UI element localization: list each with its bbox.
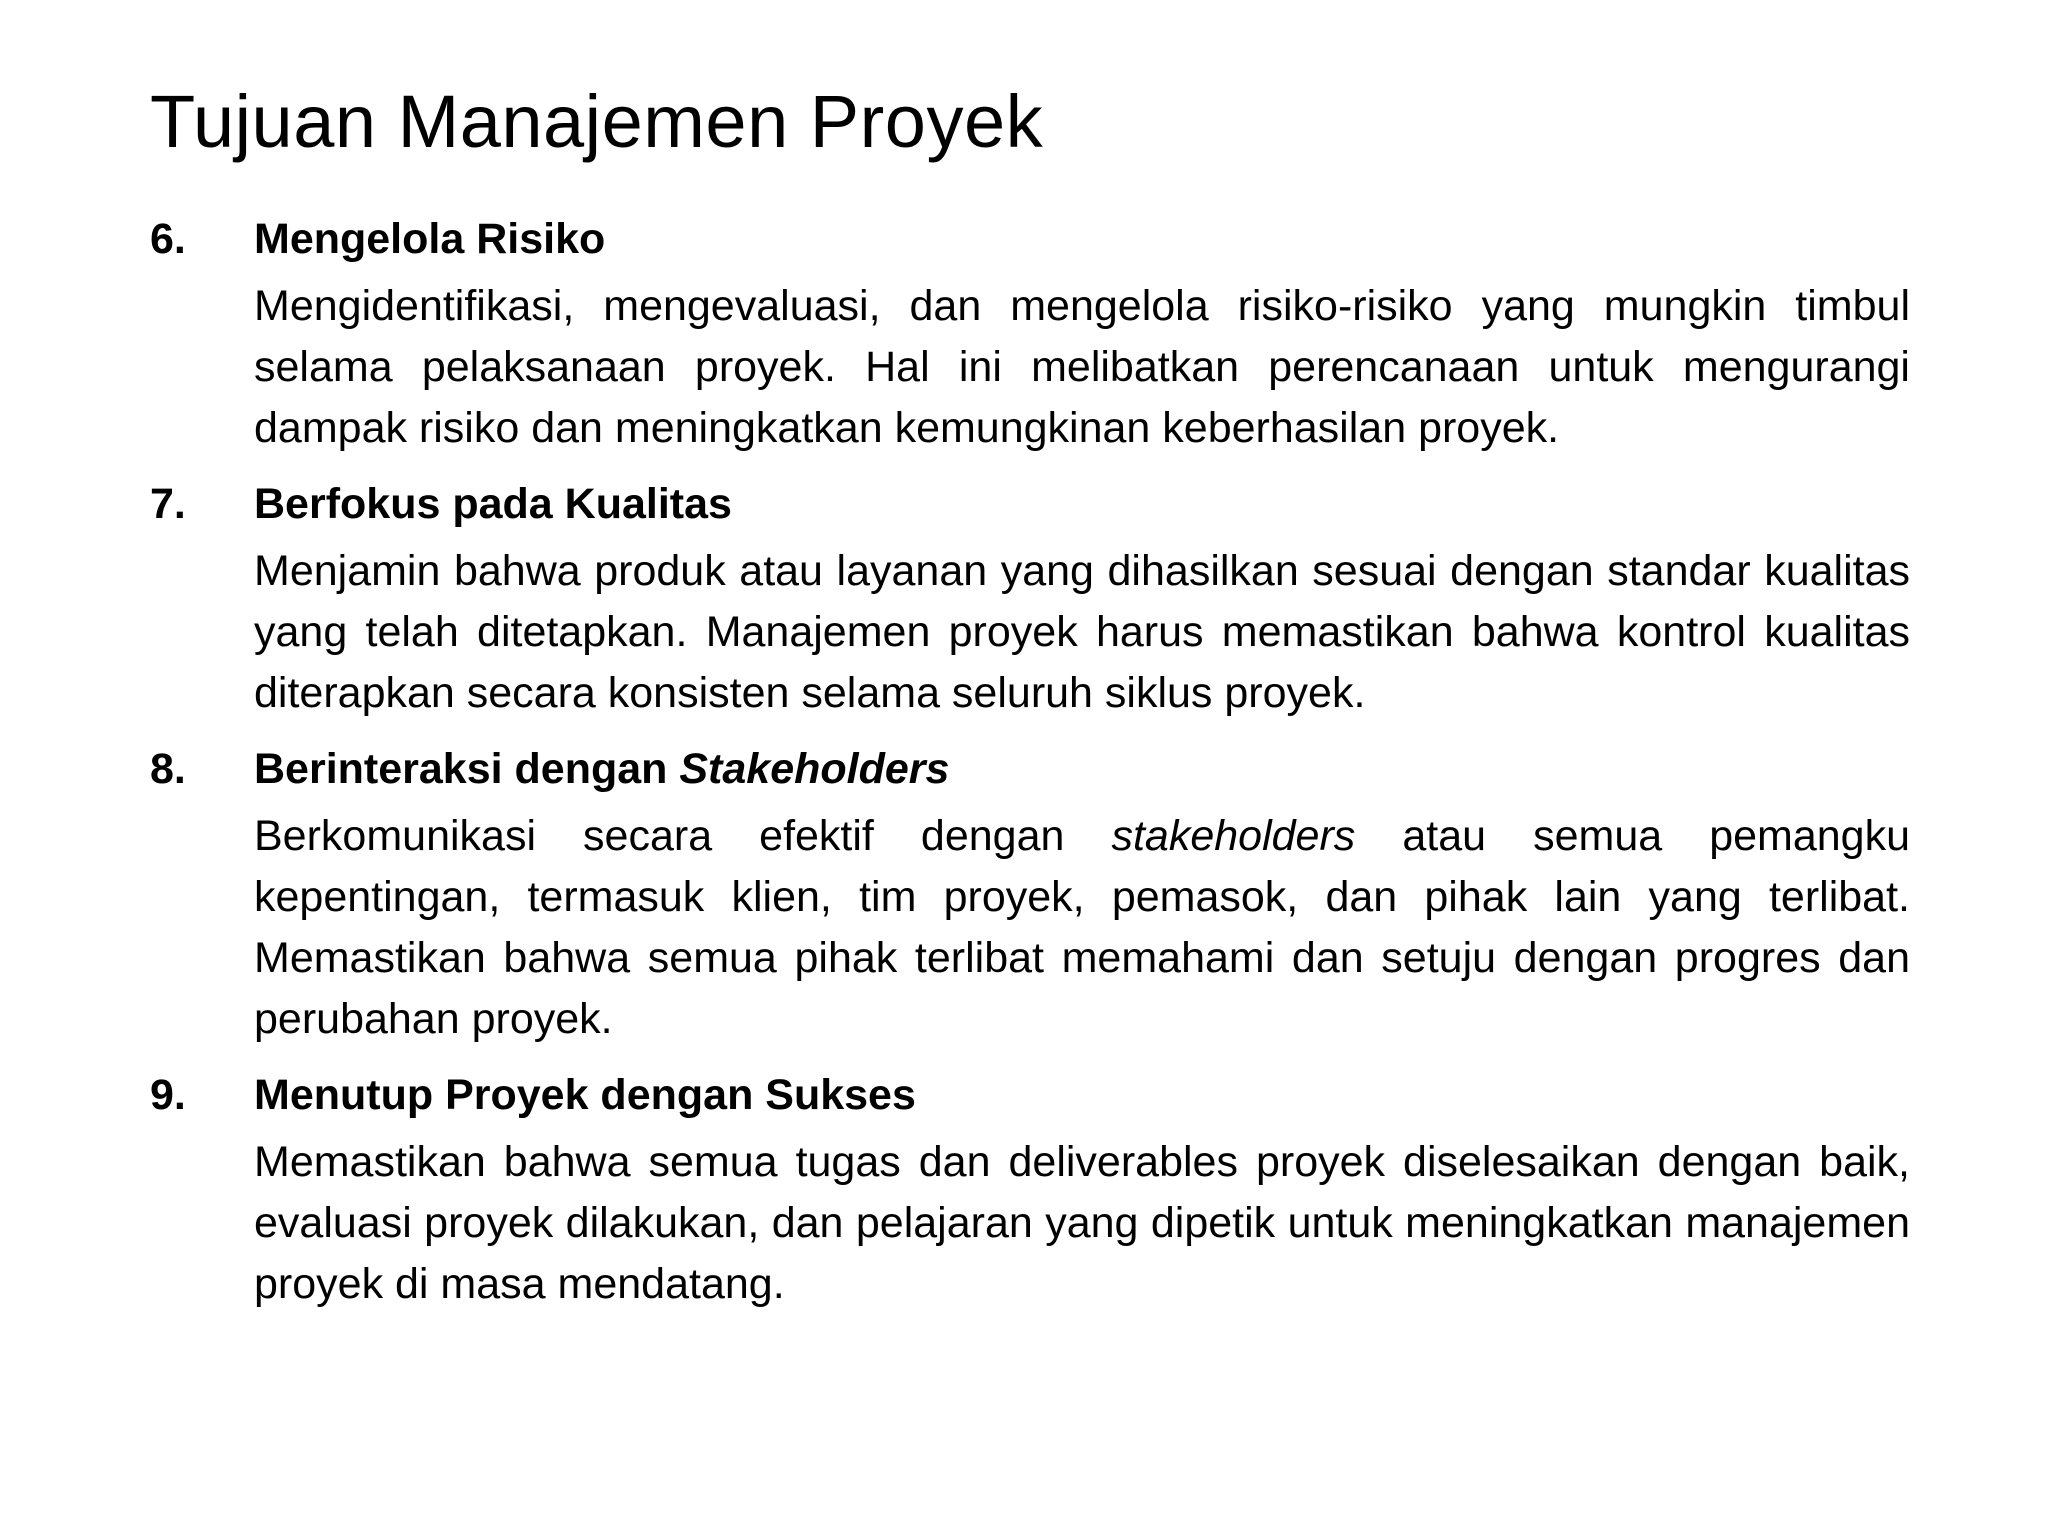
item-title bbox=[254, 734, 949, 804]
item-title: Menutup Proyek dengan Sukses bbox=[254, 1071, 916, 1119]
list-item bbox=[150, 734, 1910, 1060]
item-description: Mengidentifikasi, mengevaluasi, dan mengelola risiko-risiko yang mungkin timbul selama pelaksanaan proyek. Hal ini melibatkan perencanaan untuk mengurangi dampak risiko dan meningkatkan kemungkinan keberhasilan proyek. bbox=[254, 282, 1910, 452]
item-description-italic: stakeholders bbox=[1111, 812, 1356, 860]
slide-title: Tujuan Manajemen Proyek bbox=[150, 80, 1044, 163]
item-description: Memastikan bahwa semua tugas dan deliverables proyek diselesaikan dengan baik, evaluasi proyek dilakukan, dan pelajaran yang dipetik untuk meningkatkan manajemen proyek di masa mendatang. bbox=[254, 1138, 1910, 1308]
item-heading bbox=[150, 469, 1910, 539]
item-description-prefix: Berkomunikasi secara efektif dengan bbox=[254, 812, 1112, 860]
item-description-suffix: atau semua pemangku kepentingan, termasuk klien, tim proyek, pemasok, dan pihak lain yang terlibat. Memastikan bahwa semua pihak terlibat memahami dan setuju dengan progres dan perubahan proyek. bbox=[254, 812, 1911, 1043]
item-number: 9. bbox=[150, 1071, 186, 1119]
item-title: Mengelola Risiko bbox=[254, 215, 606, 263]
item-title: Berfokus pada Kualitas bbox=[254, 480, 732, 528]
list-item bbox=[150, 469, 1910, 734]
item-title-prefix: Berinteraksi dengan bbox=[254, 745, 680, 793]
item-number: 6. bbox=[150, 215, 186, 263]
list-item bbox=[150, 1060, 1910, 1325]
item-title-italic: Stakeholders bbox=[679, 745, 950, 793]
item-heading bbox=[150, 204, 1910, 274]
item-description bbox=[254, 804, 1910, 1060]
item-number: 7. bbox=[150, 480, 186, 528]
item-number: 8. bbox=[150, 745, 186, 793]
objectives-list bbox=[150, 204, 1910, 1325]
item-description: Menjamin bahwa produk atau layanan yang dihasilkan sesuai dengan standar kualitas yang telah ditetapkan. Manajemen proyek harus memastikan bahwa kontrol kualitas diterapkan secara konsisten selama seluruh siklus proyek. bbox=[254, 547, 1910, 717]
item-heading bbox=[150, 1060, 1910, 1130]
list-item bbox=[150, 204, 1910, 469]
item-heading bbox=[150, 734, 1910, 804]
